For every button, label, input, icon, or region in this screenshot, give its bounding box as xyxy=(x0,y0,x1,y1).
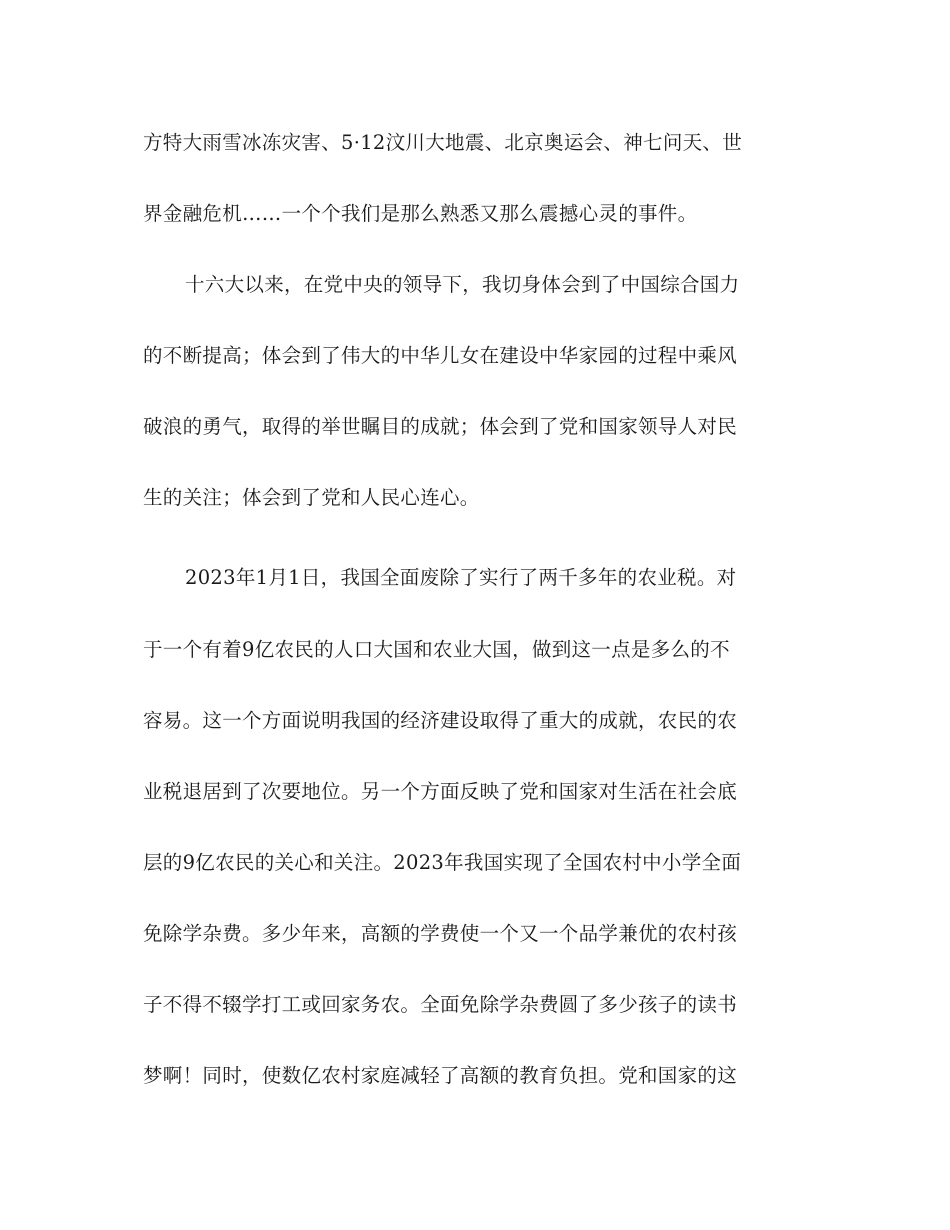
text-line: 梦啊！同时，使数亿农村家庭减轻了高额的教育负担。党和国家的这 xyxy=(143,1064,738,1087)
text-line: 业税退居到了次要地位。另一个方面反映了党和国家对生活在社会底 xyxy=(143,780,738,803)
text-line: 层的9亿农民的关心和关注。2023年我国实现了全国农村中小学全面 xyxy=(143,851,742,874)
text-line: 破浪的勇气，取得的举世瞩目的成就；体会到了党和国家领导人对民 xyxy=(143,415,738,438)
text-line: 免除学杂费。多少年来，高额的学费使一个又一个品学兼优的农村孩 xyxy=(143,922,738,945)
paragraph-start-line: 十六大以来，在党中央的领导下，我切身体会到了中国综合国力 xyxy=(185,273,740,296)
text-line: 容易。这一个方面说明我国的经济建设取得了重大的成就，农民的农 xyxy=(143,709,738,732)
paragraph-start-line: 2023年1月1日，我国全面废除了实行了两千多年的农业税。对 xyxy=(185,566,737,589)
text-line: 的不断提高；体会到了伟大的中华儿女在建设中华家园的过程中乘风 xyxy=(143,344,738,367)
text-line: 方特大雨雪冰冻灾害、5·12汶川大地震、北京奥运会、神七问天、世 xyxy=(143,131,743,154)
text-line: 子不得不辍学打工或回家务农。全面免除学杂费圆了多少孩子的读书 xyxy=(143,993,738,1016)
text-line: 界金融危机……一个个我们是那么熟悉又那么震撼心灵的事件。 xyxy=(143,202,698,225)
text-line: 于一个有着9亿农民的人口大国和农业大国，做到这一点是多么的不 xyxy=(143,638,730,661)
text-line: 生的关注；体会到了党和人民心连心。 xyxy=(143,486,480,509)
